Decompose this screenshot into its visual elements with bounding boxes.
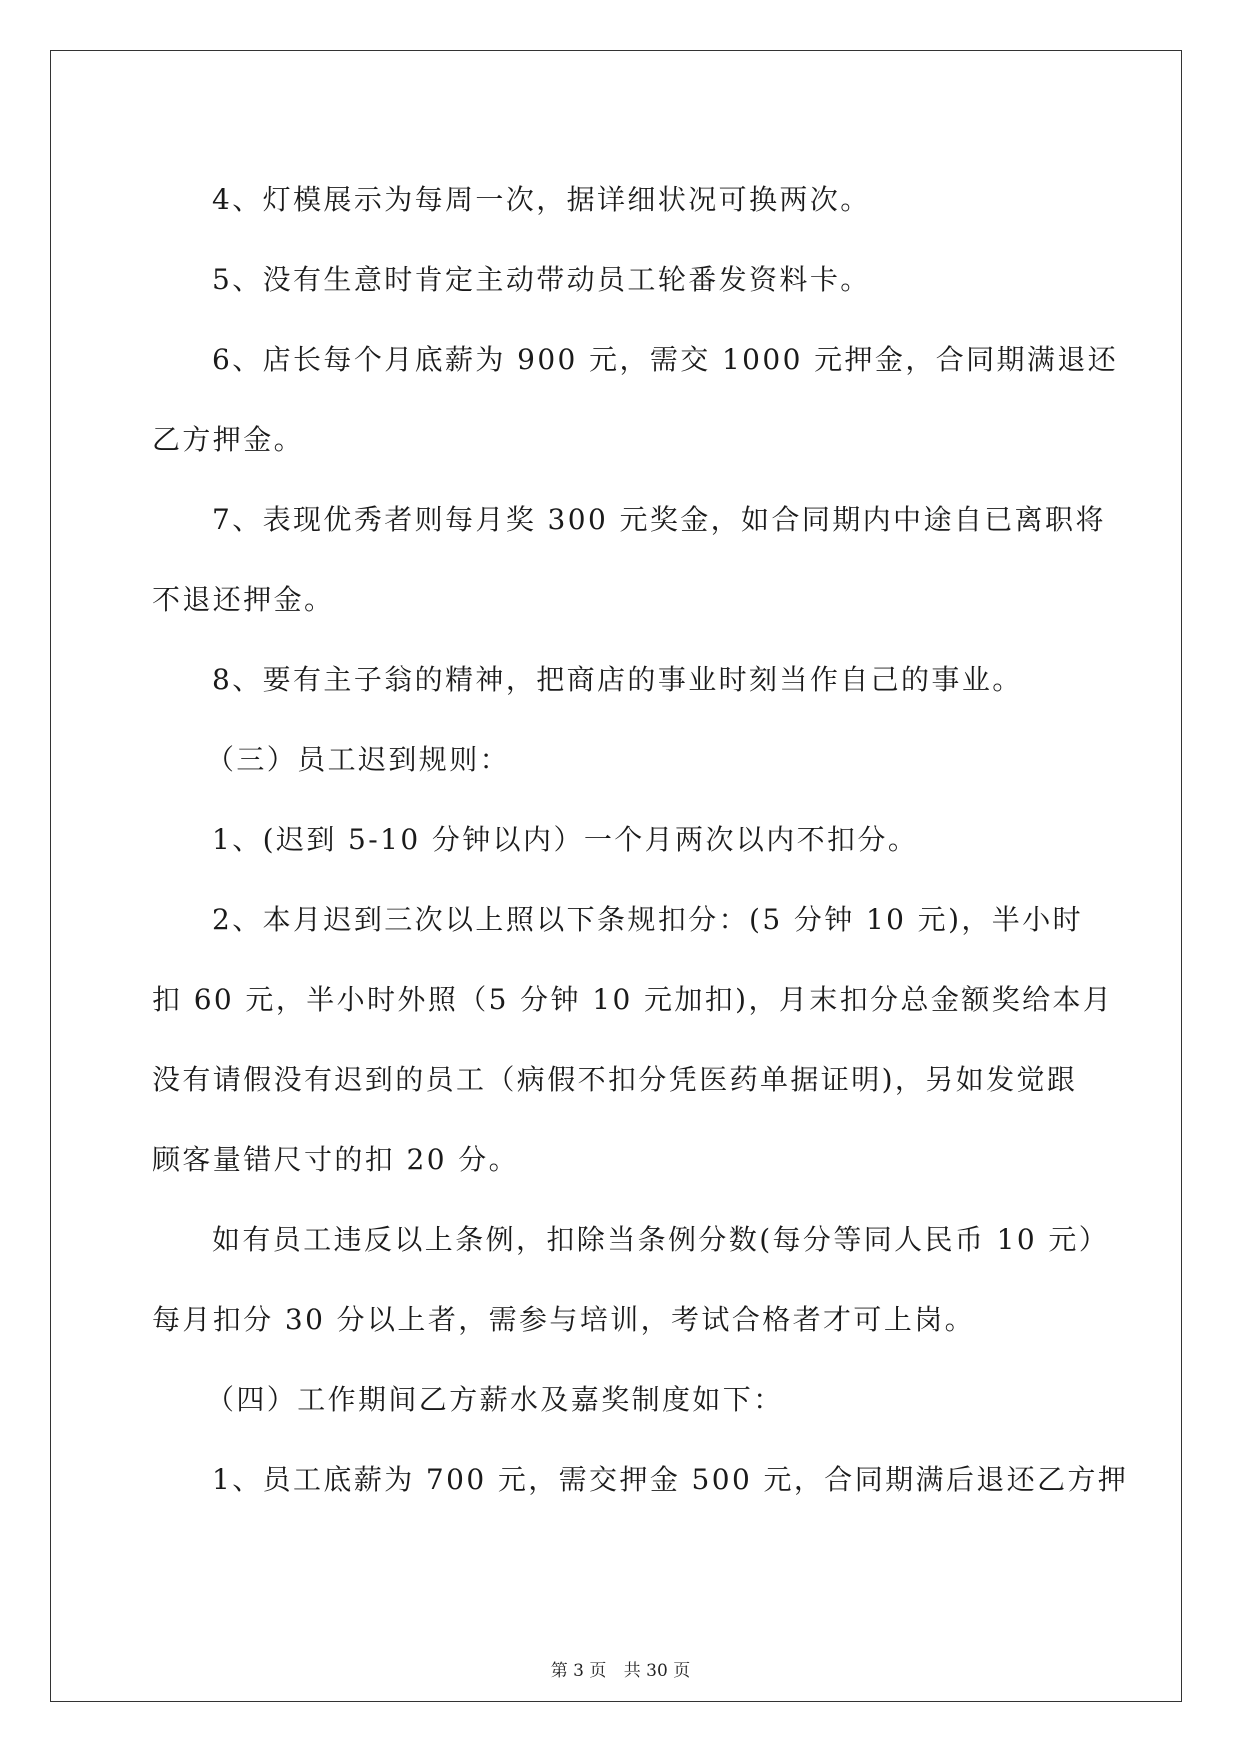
late-rule-2-continued-3: 顾客量错尺寸的扣 20 分。 — [152, 1143, 520, 1176]
paragraph-item-5: 5、没有生意时肯定主动带动员工轮番发资料卡。 — [212, 263, 871, 296]
violation-paragraph-continued: 每月扣分 30 分以上者，需参与培训，考试合格者才可上岗。 — [152, 1303, 976, 1336]
page-number: 第 3 页 — [550, 1661, 607, 1681]
page-total: 共 30 页 — [623, 1661, 691, 1681]
late-rule-2: 2、本月迟到三次以上照以下条规扣分：(5 分钟 10 元)，半小时 — [212, 903, 1084, 936]
violation-paragraph: 如有员工违反以上条例，扣除当条例分数(每分等同人民币 10 元） — [212, 1223, 1110, 1256]
document-body — [152, 160, 1129, 1520]
paragraph-item-6: 6、店长每个月底薪为 900 元，需交 1000 元押金，合同期满退还 — [212, 343, 1119, 376]
section-heading-salary: （四）工作期间乙方薪水及嘉奖制度如下： — [206, 1383, 784, 1416]
paragraph-item-7-continued: 不退还押金。 — [152, 583, 335, 616]
late-rule-2-continued-2: 没有请假没有迟到的员工（病假不扣分凭医药单据证明)，另如发觉跟 — [152, 1063, 1078, 1096]
paragraph-item-8: 8、要有主子翁的精神，把商店的事业时刻当作自己的事业。 — [212, 663, 1023, 696]
late-rule-1: 1、(迟到 5-10 分钟以内）一个月两次以内不扣分。 — [212, 823, 919, 856]
salary-rule-1: 1、员工底薪为 700 元，需交押金 500 元，合同期满后退还乙方押 — [212, 1463, 1129, 1496]
paragraph-item-6-continued: 乙方押金。 — [152, 423, 305, 456]
late-rule-2-continued-1: 扣 60 元，半小时外照（5 分钟 10 元加扣)，月末扣分总金额奖给本月 — [152, 983, 1114, 1016]
page-footer — [0, 1656, 1241, 1681]
section-heading-late-rules: （三）员工迟到规则： — [206, 743, 511, 776]
paragraph-item-4: 4、灯模展示为每周一次，据详细状况可换两次。 — [212, 183, 871, 216]
paragraph-item-7: 7、表现优秀者则每月奖 300 元奖金，如合同期内中途自已离职将 — [212, 503, 1106, 536]
